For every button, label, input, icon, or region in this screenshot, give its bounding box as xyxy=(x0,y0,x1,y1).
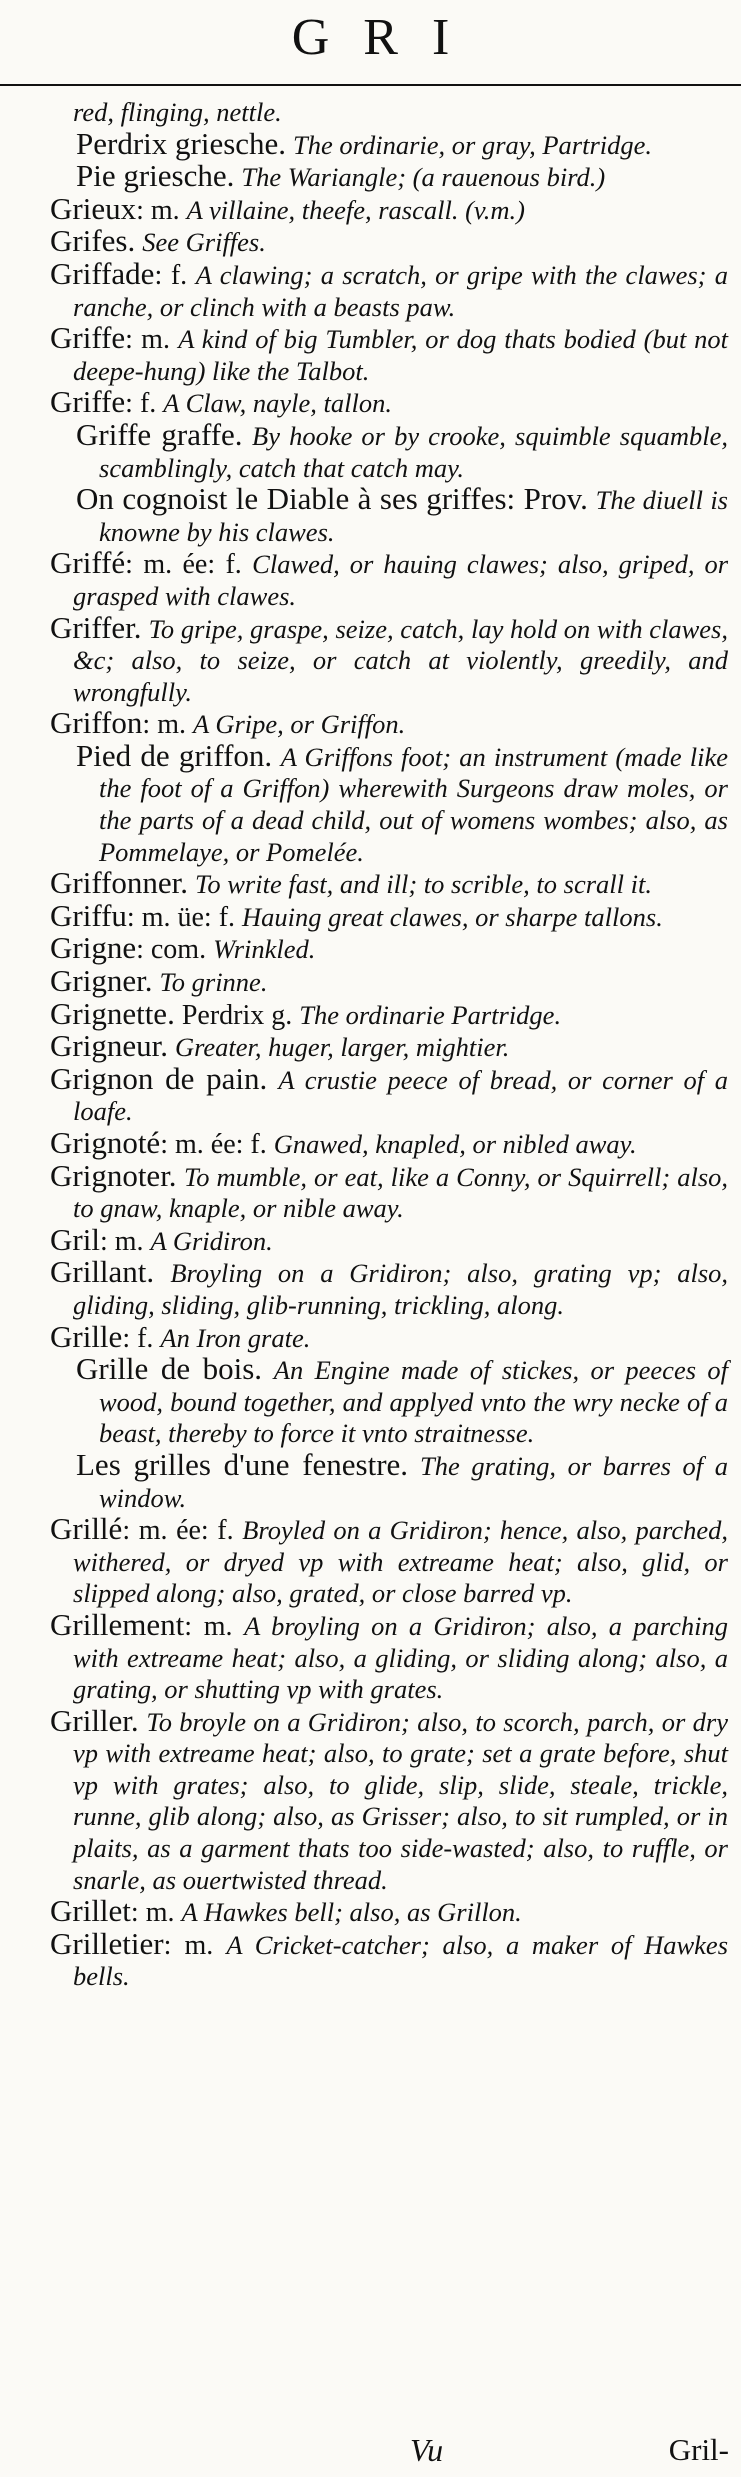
definition: The diuell is knowne by his clawes. xyxy=(99,485,728,547)
dictionary-entry xyxy=(50,255,728,323)
header-rule xyxy=(0,84,741,86)
headword: Griffe xyxy=(50,320,126,356)
headword: Griffon xyxy=(50,705,143,741)
headword: Grieux xyxy=(50,190,137,226)
definition: The ordinarie Partridge. xyxy=(299,999,562,1030)
dictionary-entry xyxy=(50,1925,729,1993)
grammar-label: : f. xyxy=(122,1322,154,1354)
headword: Griffe xyxy=(50,384,126,420)
dictionary-entry xyxy=(50,1318,728,1355)
grammar-label: Perdrix g. xyxy=(174,999,293,1031)
page-footer xyxy=(0,2432,741,2472)
dictionary-entry xyxy=(50,545,729,612)
sub-entry xyxy=(50,416,728,484)
headword: Grille de bois. xyxy=(76,1351,263,1387)
sub-entry xyxy=(50,1446,728,1514)
dictionary-entry xyxy=(50,1221,728,1258)
definition: A Cricket-catcher; also, a maker of Hawkes bells. xyxy=(73,1929,729,1992)
headword: Gril xyxy=(50,1221,100,1257)
dictionary-entry xyxy=(50,1028,728,1064)
dictionary-entry xyxy=(50,320,729,387)
headword: Griller. xyxy=(50,1702,139,1738)
headword: Griffonner. xyxy=(50,865,189,901)
headword: On cognoist le Diable à ses griffes: Prov. xyxy=(76,481,588,517)
sub-entry xyxy=(50,125,728,162)
sub-entry xyxy=(50,1351,729,1450)
dictionary-entry xyxy=(50,190,728,227)
definition: To mumble, or eat, like a Conny, or Squirrell; also, to gnaw, knaple, or nible away. xyxy=(73,1161,729,1224)
dictionary-entry xyxy=(50,995,728,1032)
grammar-label: : m. ée: f. xyxy=(122,1515,234,1547)
definition: A broyling on a Gridiron; also, a parching with extreame heat; also, a gliding, or sliding along; also, a grating, or shutting vp with grates. xyxy=(73,1610,729,1705)
headword: Grignoté xyxy=(50,1125,161,1160)
definition: To grinne. xyxy=(159,967,268,998)
definition: Broyled on a Gridiron; hence, also, parched, withered, or dryed vp with extreame heat; also, glid, or slipped along; also, grated, or close barred vp. xyxy=(73,1515,729,1609)
definition: A Gridiron. xyxy=(150,1225,273,1256)
running-head: GRI xyxy=(291,9,484,66)
definition: A Claw, nayle, tallon. xyxy=(163,388,392,419)
grammar-label: : m. xyxy=(142,709,186,741)
grammar-label: : m. ée: f. xyxy=(125,549,242,581)
dictionary-entry xyxy=(50,1254,729,1321)
definition: To gripe, graspe, seize, catch, lay hold on with clawes, &c; also, to seize, or catch at violently, greedily, and wrongfully. xyxy=(73,613,728,707)
headword: Griffé xyxy=(50,545,126,581)
headword: Grille xyxy=(50,1318,123,1354)
dictionary-entry xyxy=(50,609,728,709)
grammar-label: : m. üe: f. xyxy=(126,901,236,933)
dictionary-entry xyxy=(50,705,728,741)
grammar-label: : m. xyxy=(130,1897,175,1929)
headword: Griffu xyxy=(50,897,127,933)
dictionary-entry xyxy=(50,96,728,129)
dictionary-entry xyxy=(50,897,728,934)
grammar-label: : m. xyxy=(99,1225,144,1257)
grammar-label: : m. ée: f. xyxy=(160,1129,267,1160)
dictionary-entry xyxy=(50,223,728,259)
grammar-label: : f. xyxy=(125,388,157,420)
definition: The ordinarie, or gray, Partridge. xyxy=(293,129,653,160)
headword: Grillement xyxy=(50,1606,185,1642)
grammar-label: : com. xyxy=(136,934,207,966)
headword: Griffe graffe. xyxy=(76,416,243,452)
dictionary-entry xyxy=(50,1893,728,1929)
sub-entry xyxy=(50,481,728,548)
definition: See Griffes. xyxy=(142,227,266,258)
definition: An Engine made of stickes, or peeces of wood, bound together, and applyed vnto the wry necke of a beast, thereby to force it vnto straitnesse. xyxy=(99,1355,729,1449)
definition: Clawed, or hauing clawes; also, griped, or grasped with clawes. xyxy=(73,549,729,611)
definition: A Hawkes bell; also, as Grillon. xyxy=(181,1897,522,1928)
definition: Hauing great clawes, or sharpe tallons. xyxy=(242,901,663,932)
headword: Perdrix griesche. xyxy=(76,125,287,161)
signature-mark: Vu xyxy=(410,2432,444,2468)
grammar-label: : f. xyxy=(154,259,188,291)
headword: Grillant. xyxy=(50,1254,155,1290)
definition: The grating, or barres of a window. xyxy=(99,1450,728,1513)
definition: A Griffons foot; an instrument (made like the foot of a Griffon) wherewith Surgeons draw moles, or the parts of a dead child, out of womens wombes; also, as Pommelaye, or Pomelée. xyxy=(99,741,728,867)
definition: A clawing; a scratch, or gripe with the clawes; a ranche, or clinch with a beasts paw. xyxy=(73,259,728,322)
grammar-label: : m. xyxy=(163,1929,214,1961)
headword: Grigneur. xyxy=(50,1028,168,1064)
headword: Pied de griffon. xyxy=(76,737,273,773)
definition: To write fast, and ill; to scrible, to scrall it. xyxy=(195,869,652,900)
definition: Greater, huger, larger, mightier. xyxy=(174,1032,510,1063)
definition: Broyling on a Gridiron; also, grating vp; also, gliding, sliding, glib-running, trickling, along. xyxy=(73,1258,729,1320)
dictionary-entry xyxy=(50,963,728,999)
dictionary-entry xyxy=(50,384,728,420)
dictionary-entry xyxy=(50,865,728,901)
headword: Grigner. xyxy=(50,963,153,999)
headword: Grignoter. xyxy=(50,1157,177,1193)
headword: Grillet xyxy=(50,1893,131,1929)
headword: Grigne xyxy=(50,930,137,966)
grammar-label: : m. xyxy=(125,324,170,356)
dictionary-entry xyxy=(50,1157,729,1225)
dictionary-entry xyxy=(50,1702,728,1897)
headword: Grilletier xyxy=(50,1925,164,1961)
definition: A Gripe, or Griffon. xyxy=(192,709,406,740)
headword: Pie griesche. xyxy=(76,158,235,194)
definition: Wrinkled. xyxy=(213,934,316,965)
catchword: Gril- xyxy=(668,2432,729,2467)
definition: A villaine, theefe, rascall. (v.m.) xyxy=(186,194,525,225)
dictionary-entry xyxy=(50,930,728,966)
definition: A kind of big Tumbler, or dog thats bodied (but not deepe-hung) like the Talbot. xyxy=(73,324,729,386)
definition: The Wariangle; (a rauenous bird.) xyxy=(241,162,606,193)
grammar-label: : m. xyxy=(136,194,180,226)
dictionary-entry xyxy=(50,1060,728,1128)
headword: Grignon de pain. xyxy=(50,1060,268,1096)
headword: Griffade xyxy=(50,255,155,291)
definition: A crustie peece of bread, or corner of a loafe. xyxy=(73,1064,728,1127)
definition: red, flinging, nettle. xyxy=(73,97,282,127)
dictionary-entries xyxy=(50,96,728,1993)
headword: Grifes. xyxy=(50,223,136,259)
headword: Grignette. xyxy=(50,995,175,1031)
dictionary-entry xyxy=(50,1606,729,1706)
page-header xyxy=(0,0,741,94)
definition: To broyle on a Gridiron; also, to scorch, parch, or dry vp with extreame heat; also, to grate; set a grate before, shut vp with grates; also, to glide, slip, slide, steale, trickle, runne, glib along; also, as Grisser; also, to sit rumpled, or in plaits, as a garment thats too side-wasted; also, to ruffle, or snarle, as ouertwisted thread. xyxy=(73,1706,728,1895)
definition: Gnawed, knapled, or nibled away. xyxy=(273,1129,637,1159)
dictionary-entry xyxy=(50,1125,728,1161)
grammar-label: : m. xyxy=(184,1610,233,1642)
definition: An Iron grate. xyxy=(160,1322,311,1353)
sub-entry xyxy=(50,737,728,868)
headword: Grillé xyxy=(50,1511,123,1547)
headword: Les grilles d'une fenestre. xyxy=(76,1446,409,1482)
dictionary-entry xyxy=(50,1511,729,1610)
definition: By hooke or by crooke, squimble squamble, scamblingly, catch that catch may. xyxy=(99,420,728,483)
headword: Griffer. xyxy=(50,609,142,645)
sub-entry xyxy=(50,158,728,194)
